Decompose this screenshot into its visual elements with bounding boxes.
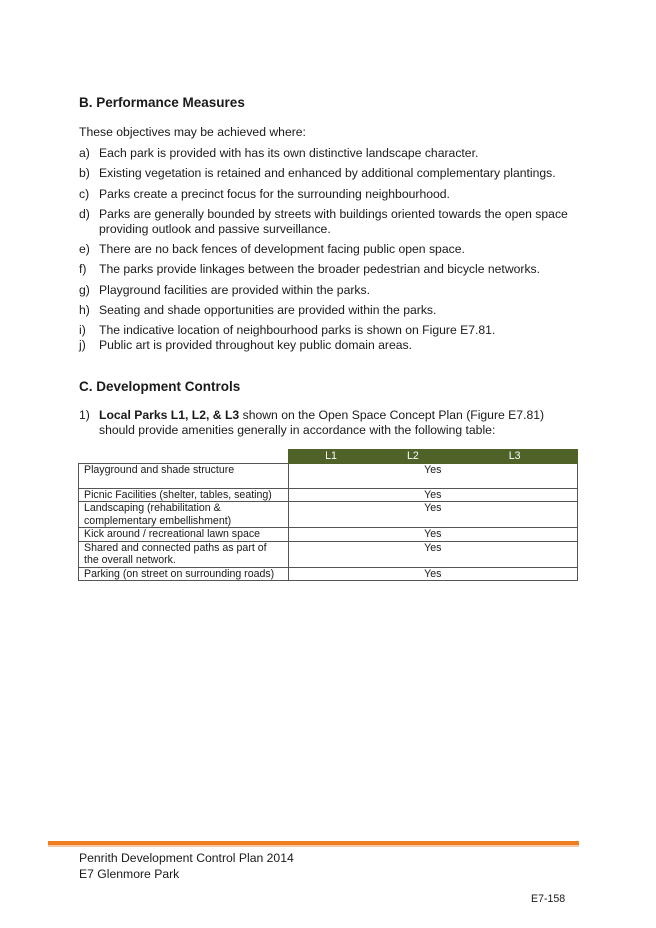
list-marker: j) <box>79 338 86 352</box>
section-b-heading: B. Performance Measures <box>79 95 245 110</box>
list-marker: 1) <box>79 408 90 422</box>
page-number: E7-158 <box>531 893 566 905</box>
list-marker: e) <box>79 242 90 256</box>
section-b-intro: These objectives may be achieved where: <box>79 125 306 139</box>
column-header-l3: L3 <box>452 450 578 464</box>
list-text: Each park is provided with has its own distinctive landscape character. <box>99 146 479 160</box>
list-marker: f) <box>79 262 87 276</box>
section-c-heading: C. Development Controls <box>79 379 241 394</box>
row-label: Playground and shade structure <box>79 463 289 488</box>
table-row <box>79 463 578 488</box>
footer-rule-shadow <box>48 845 579 847</box>
amenities-table <box>78 449 578 581</box>
footer-section-title: E7 Glenmore Park <box>79 867 180 881</box>
row-value: Yes <box>288 488 577 502</box>
column-header-l2: L2 <box>374 450 452 464</box>
row-value: Yes <box>288 502 577 528</box>
table-row <box>79 528 578 542</box>
row-label: Landscaping (rehabilitation & complementary embellishment) <box>79 502 289 528</box>
table-row <box>79 567 578 581</box>
list-marker: b) <box>79 166 90 180</box>
list-text: The parks provide linkages between the broader pedestrian and bicycle networks. <box>99 262 541 276</box>
list-marker: a) <box>79 146 90 160</box>
row-label: Parking (on street on surrounding roads) <box>79 567 289 581</box>
list-marker: h) <box>79 303 90 317</box>
table-header-row <box>79 450 578 464</box>
row-label: Picnic Facilities (shelter, tables, seating) <box>79 488 289 502</box>
list-text: Parks create a precinct focus for the surrounding neighbourhood. <box>99 187 450 201</box>
row-label: Shared and connected paths as part of the overall network. <box>79 541 289 567</box>
row-value: Yes <box>288 567 577 581</box>
row-value: Yes <box>288 528 577 542</box>
row-value: Yes <box>288 541 577 567</box>
row-value: Yes <box>288 463 577 488</box>
control-item-bold: Local Parks L1, L2, & L3 <box>99 408 240 422</box>
column-header-l1: L1 <box>288 450 374 464</box>
list-text: Existing vegetation is retained and enhanced by additional complementary plantings. <box>99 166 556 180</box>
list-marker: i) <box>79 323 86 337</box>
row-label: Kick around / recreational lawn space <box>79 528 289 542</box>
list-text: Parks are generally bounded by streets with buildings oriented towards the open space providing outlook and passive surveillance. <box>99 207 568 236</box>
list-text: The indicative location of neighbourhood parks is shown on Figure E7.81. <box>99 323 496 337</box>
list-text: Public art is provided throughout key public domain areas. <box>99 338 412 352</box>
control-item-text: shown on the Open Space Concept Plan (Figure E7.81) should provide amenities generally in accordance with the following table: <box>99 408 545 437</box>
header-blank-cell <box>79 450 289 464</box>
list-marker: g) <box>79 283 90 297</box>
footer-doc-title: Penrith Development Control Plan 2014 <box>79 851 294 865</box>
table-row <box>79 541 578 567</box>
list-text: Seating and shade opportunities are provided within the parks. <box>99 303 437 317</box>
list-marker: c) <box>79 187 90 201</box>
table-row <box>79 488 578 502</box>
table-row <box>79 502 578 528</box>
list-text: Playground facilities are provided within the parks. <box>99 283 370 297</box>
list-marker: d) <box>79 207 90 221</box>
list-text: There are no back fences of development facing public open space. <box>99 242 465 256</box>
